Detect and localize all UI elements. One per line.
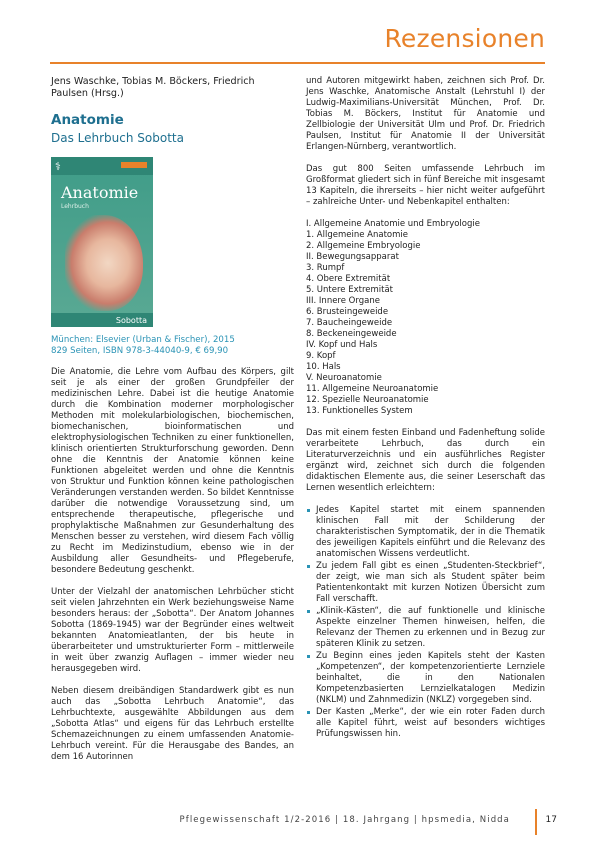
book-subtitle: Das Lehrbuch Sobotta (51, 131, 184, 145)
toc-item: 6. Brusteingeweide (306, 307, 389, 317)
publication-info-line-1: München: Elsevier (Urban & Fischer), 2015 (51, 335, 235, 345)
book-cover-image (51, 157, 153, 327)
toc-item: 8. Beckeneingeweide (306, 329, 397, 339)
footer-journal-info: Pflegewissenschaft 1/2-2016 | 18. Jahrgang | hpsmedia, Nidda (179, 815, 510, 825)
cover-logo-icon: ⚕ (55, 160, 61, 173)
right-column (306, 76, 545, 741)
toc-item: 4. Obere Extremität (306, 274, 391, 284)
book-title: Anatomie (51, 112, 124, 128)
toc-item: 11. Allgemeine Neuroanatomie (306, 384, 439, 394)
didactic-elements-list (306, 505, 545, 740)
toc-item: 1. Allgemeine Anatomie (306, 230, 408, 240)
toc-item: 5. Untere Extremität (306, 285, 394, 295)
list-item: „Klinik-Kästen“, die auf funktionelle und klinische Aspekte einzelner Themen hinweisen, helfen, die Relevanz der Themen zu erkennen und in Bezug zur späteren Klinik zu setzen. (306, 606, 545, 650)
cover-anatomy-illustration (65, 215, 143, 311)
page-footer (0, 815, 595, 829)
left-paragraph-3: Neben diesem dreibändigen Standardwerk gibt es nun auch das „Sobotta Lehrbuch Anatomie“, das Lehrbuchtexte, ausgewählte Abbildungen aus dem „Sobotta Atlas“ und eigens für das Lehrbuch erstellte Schemazeichnungen zu einem umfassenden Anatomie-Lehrbuch vereint. Für die Herausgabe des Bandes, an dem 16 Autorinnen (51, 686, 294, 762)
page-header-title: Rezensionen (384, 24, 545, 53)
toc-item: IV. Kopf und Hals (306, 340, 378, 350)
cover-title: Anatomie (61, 183, 139, 202)
toc-item: 10. Hals (306, 362, 341, 372)
book-authors: Jens Waschke, Tobias M. Böckers, Friedrich Paulsen (Hrsg.) (51, 76, 255, 99)
right-paragraph-2: Das gut 800 Seiten umfassende Lehrbuch im Großformat gliedert sich in fünf Bereiche mit insgesamt 13 Kapiteln, die ihrerseits – hier nicht weiter aufgeführt – zahlreiche Unter- und Nebenkapitel enthalten: (306, 164, 545, 207)
table-of-contents (306, 219, 545, 417)
list-item: Zu jedem Fall gibt es einen „Studenten-Steckbrief“, der zeigt, wie man sich als Student später beim Patientenkontakt mit kurzen Notizen Übersicht zum Fall verschafft. (306, 561, 545, 605)
toc-item: V. Neuroanatomie (306, 373, 382, 383)
cover-badge (121, 162, 147, 168)
header-rule (50, 62, 545, 64)
publication-info-line-2: 829 Seiten, ISBN 978-3-44040-9, € 69,90 (51, 346, 229, 356)
cover-brand: Sobotta (115, 316, 147, 325)
page-number: 17 (545, 815, 557, 825)
left-paragraph-1: Die Anatomie, die Lehre vom Aufbau des Körpers, gilt seit je als einer der großen Grundpfeiler der medizinischen Lehre. Dabei ist die heutige Anatomie durch die Kombination moderner morphologischer Methoden mit molekularbiologischen, biochemischen, biomechanischen, bioinformatischen und elektrophysiologischen Techniken zu einer funktionellen, klinisch orientierten Strukturforschung geworden. Denn ohne die Kenntnis der Anatomie können keine Funktionen abgeleitet werden und ohne die Kenntnis von Struktur und Funktion können keine pathologischen Veränderungen verstanden werden. So bildet Kenntnisse darüber die notwendige Voraussetzung sind, um entsprechende therapeutische, pflegerische und prophylaktische Maßnahmen zur Gesunderhaltung des Menschen besser zu verstehen, wird diesem Fach völlig zu Recht im Medizinstudium, ebenso wie in der Ausbildung aller Gesundheits- und Pflegeberufe, besondere Bedeutung geschenkt. (51, 367, 294, 575)
left-column (51, 76, 294, 774)
toc-item: 2. Allgemeine Embryologie (306, 241, 421, 251)
publication-info (51, 335, 294, 357)
left-paragraph-2: Unter der Vielzahl der anatomischen Lehrbücher sticht seit vielen Jahrzehnten ein Werk beziehungsweise Name besonders heraus: der „Sobotta“. Der Anatom Johannes Sobotta (1869-1945) war der Begründer eines weltweit bekannten Anatomieatlanten, der bis heute in überarbeiteter und umstrukturierter Form – mittlerweile in weit über zwanzig Auflagen – immer wieder neu herausgegeben wird. (51, 587, 294, 674)
list-item: Zu Beginn eines jeden Kapitels steht der Kasten „Kompetenzen“, der kompetenzorientierte Lernziele beinhaltet, die in den Nationalen Kompetenzbasierten Lernzielkatalogen Medizin (NKLM) und Zahnmedizin (NKLZ) vorgegeben sind. (306, 651, 545, 706)
toc-item: III. Innere Organe (306, 296, 380, 306)
toc-item: II. Bewegungsapparat (306, 252, 399, 262)
toc-item: 9. Kopf (306, 351, 336, 361)
toc-item: 7. Baucheingeweide (306, 318, 393, 328)
toc-item: 3. Rumpf (306, 263, 345, 273)
right-paragraph-3: Das mit einem festen Einband und Fadenheftung solide verarbeitete Lehrbuch, das durch ein Literaturverzeichnis und ein ausführliches Register ergänzt wird, zeichnet sich durch die folgenden didaktischen Elemente aus, die seiner Leserschaft das Lernen wesentlich erleichtern: (306, 428, 545, 493)
cover-subtitle: Lehrbuch (61, 203, 89, 210)
toc-item: 13. Funktionelles System (306, 406, 413, 416)
toc-item: 12. Spezielle Neuroanatomie (306, 395, 429, 405)
toc-item: I. Allgemeine Anatomie und Embryologie (306, 219, 480, 229)
right-paragraph-1: und Autoren mitgewirkt haben, zeichnen sich Prof. Dr. Jens Waschke, Anatomische Anstalt (Lehrstuhl I) der Ludwig-Maximilians-Universität München, Prof. Dr. Tobias M. Böckers, Institut für Anatomie und Zellbiologie der Universität Ulm und Prof. Dr. Friedrich Paulsen, Institut für Anatomie II der Universität Erlangen-Nürnberg, verantwortlich. (306, 76, 545, 152)
list-item: Der Kasten „Merke“, der wie ein roter Faden durch alle Kapitel führt, weist auf besonders wichtiges Prüfungswissen hin. (306, 707, 545, 740)
list-item: Jedes Kapitel startet mit einem spannenden klinischen Fall mit der Schilderung der charakteristischen Symptomatik, der in die Thematik des jeweiligen Kapitels einführt und die Relevanz des anatomischen Wissens verdeutlicht. (306, 505, 545, 560)
